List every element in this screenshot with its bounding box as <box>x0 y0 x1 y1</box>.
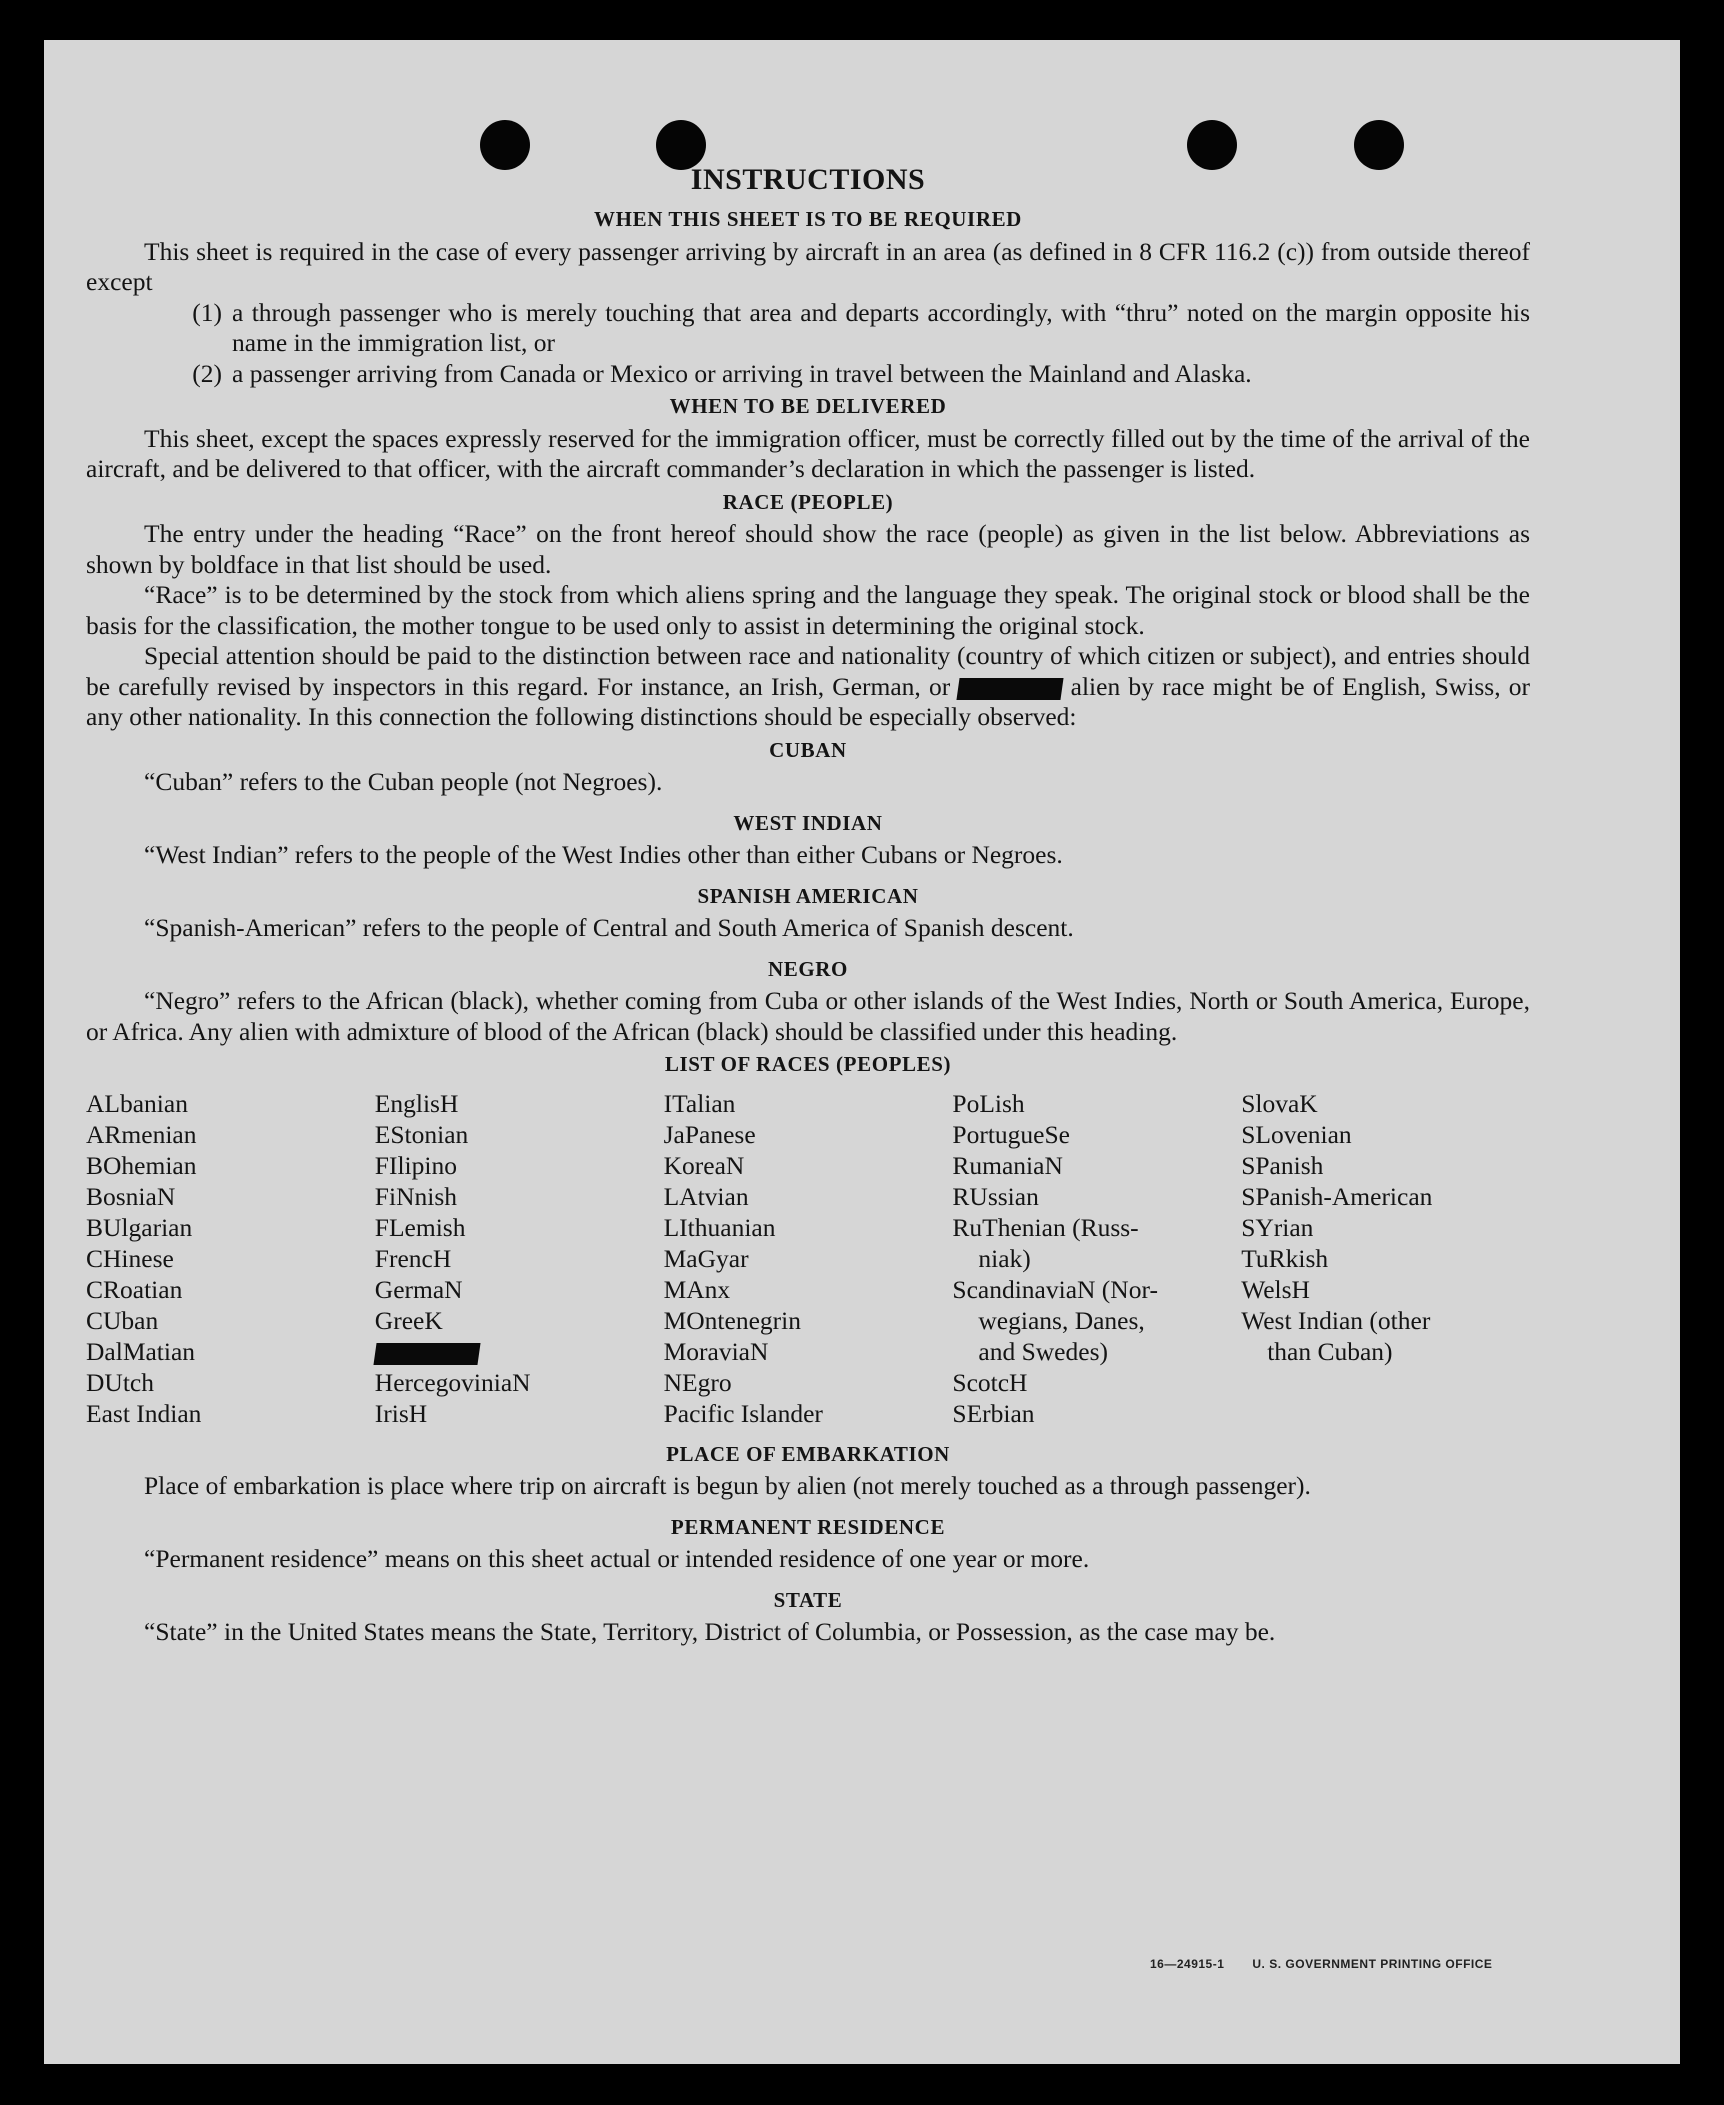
race-entry: CRoatian <box>86 1274 183 1304</box>
race-entry: RuThenian (Russ- <box>952 1212 1139 1242</box>
heading-race: RACE (PEOPLE) <box>722 489 894 514</box>
race-entry: BosniaN <box>86 1181 176 1211</box>
race-entry: MAnx <box>663 1274 731 1304</box>
race-entry: DUtch <box>86 1367 154 1397</box>
races-list <box>86 1088 1530 1429</box>
race-paragraph-1: The entry under the heading “Race” on the front hereof should show the race (people) as given in the list below. Abbreviations as shown by boldface in that list should be used. <box>86 519 1530 579</box>
redaction-mark <box>373 1343 480 1365</box>
race-entry: FiNnish <box>374 1181 457 1211</box>
race-entry: DalMatian <box>86 1336 196 1366</box>
race-entry: SLovenian <box>1241 1119 1352 1149</box>
exception-number: (1) <box>192 297 222 327</box>
permanent-residence-text: “Permanent residence” means on this sheet actual or intended residence of one year or more. <box>144 1544 1090 1573</box>
race-entry: BOhemian <box>86 1150 197 1180</box>
heading-list-of-races: LIST OF RACES (PEOPLES) <box>664 1052 952 1076</box>
instructions-body <box>86 162 1530 1648</box>
form-footer <box>1150 1957 1520 1971</box>
race-entry: EStonian <box>374 1119 469 1149</box>
race-entry: WelsH <box>1241 1274 1310 1304</box>
race-entry: ARmenian <box>86 1119 197 1149</box>
page-title: INSTRUCTIONS <box>690 163 926 196</box>
exception-item <box>86 359 1530 390</box>
race-entry: RUssian <box>952 1181 1039 1211</box>
race-entry: CHinese <box>86 1243 174 1273</box>
spanish-american-text: “Spanish-American” refers to the people of Central and South America of Spanish descent. <box>144 913 1074 942</box>
race-entry: GreeK <box>374 1305 443 1335</box>
race-entry: RumaniaN <box>952 1150 1063 1180</box>
race-entry: ScandinaviaN (Nor- <box>952 1274 1158 1304</box>
race-entry: BUlgarian <box>86 1212 193 1242</box>
race-entry-continued: than Cuban) <box>1267 1336 1393 1366</box>
printer-credit: U. S. GOVERNMENT PRINTING OFFICE <box>1252 1957 1493 1971</box>
cuban-text: “Cuban” refers to the Cuban people (not Negroes). <box>144 767 663 796</box>
race-entry: SPanish-American <box>1241 1181 1433 1211</box>
race-entry: SErbian <box>952 1398 1035 1428</box>
heading-when-required: WHEN THIS SHEET IS TO BE REQUIRED <box>594 207 1022 231</box>
race-entry: TuRkish <box>1241 1243 1329 1273</box>
exception-item <box>86 298 1530 359</box>
heading-permanent-residence: PERMANENT RESIDENCE <box>670 1514 946 1539</box>
race-entry: GermaN <box>374 1274 463 1304</box>
race-entry-continued: and Swedes) <box>978 1336 1108 1366</box>
race-entry: HercegoviniaN <box>374 1367 531 1397</box>
redaction-mark <box>957 678 1064 700</box>
heading-negro: NEGRO <box>767 956 848 981</box>
race-entry: KoreaN <box>663 1150 745 1180</box>
negro-text: “Negro” refers to the African (black), whether coming from Cuba or other islands of the West Indies, North or South America, Europe, or Africa. Any alien with admixture of blood of the African (black) should be classified under this heading. <box>86 986 1530 1046</box>
race-entry: LAtvian <box>663 1181 749 1211</box>
heading-spanish-american: SPANISH AMERICAN <box>697 883 919 908</box>
race-entry: SPanish <box>1241 1150 1324 1180</box>
heading-when-delivered: WHEN TO BE DELIVERED <box>669 394 947 418</box>
race-entry: MoraviaN <box>663 1336 769 1366</box>
race-entry-continued: niak) <box>978 1243 1031 1273</box>
races-column-5 <box>1241 1088 1530 1429</box>
races-column-1 <box>86 1088 375 1429</box>
exception-text: a through passenger who is merely touching that area and departs accordingly, with “thru” noted on the margin opposite his name in the immigration list, or <box>232 297 1530 357</box>
races-column-3 <box>664 1088 953 1429</box>
race-entry: MaGyar <box>663 1243 749 1273</box>
race-entry: ITalian <box>663 1088 736 1118</box>
race-paragraph-2: “Race” is to be determined by the stock from which aliens spring and the language they speak. The original stock or blood shall be the basis for the classification, the mother tongue to be used only to assist in determining the original stock. <box>86 580 1530 640</box>
race-entry: FLemish <box>374 1212 466 1242</box>
race-entry-redacted <box>375 1336 664 1367</box>
race-entry: SYrian <box>1241 1212 1314 1242</box>
race-entry: ALbanian <box>86 1088 188 1118</box>
races-column-2 <box>375 1088 664 1429</box>
race-entry: CUban <box>86 1305 159 1335</box>
race-entry: IrisH <box>374 1398 428 1428</box>
heading-embarkation: PLACE OF EMBARKATION <box>666 1441 950 1466</box>
race-entry: PortugueSe <box>952 1119 1070 1149</box>
race-paragraph-3-part-a: Special attention should be paid to the distinction between race and nationality (country of which citizen or subject), and entries should be carefully revised by inspectors in this regard. For instance, an Irish, German, or <box>86 641 1530 701</box>
race-entry: West Indian (other <box>1241 1305 1431 1335</box>
race-entry: East Indian <box>86 1398 202 1428</box>
heading-state: STATE <box>773 1587 843 1612</box>
when-delivered-text: This sheet, except the spaces expressly reserved for the immigration officer, must be correctly filled out by the time of the arrival of the aircraft, and be delivered to that officer, with the aircraft commander’s declaration in which the passenger is listed. <box>86 423 1530 483</box>
race-entry: LIthuanian <box>663 1212 776 1242</box>
embarkation-text: Place of embarkation is place where trip on aircraft is begun by alien (not merely touched as a through passenger). <box>144 1471 1311 1500</box>
race-entry: MOntenegrin <box>663 1305 801 1335</box>
race-entry: JaPanese <box>663 1119 756 1149</box>
race-entry: SlovaK <box>1241 1088 1318 1118</box>
race-paragraph-3 <box>86 641 1530 733</box>
form-number: 16—24915-1 <box>1150 1957 1225 1971</box>
race-entry: FIlipino <box>374 1150 457 1180</box>
heading-west-indian: WEST INDIAN <box>733 810 883 835</box>
exception-text: a passenger arriving from Canada or Mexico or arriving in travel between the Mainland and Alaska. <box>232 358 1252 388</box>
race-paragraph-3-part-b: alien by race might be of English, Swiss, or any other nationality. In this connection the following distinctions should be especially observed: <box>86 671 1531 731</box>
heading-cuban: CUBAN <box>769 737 847 762</box>
race-entry: Pacific Islander <box>663 1398 823 1428</box>
state-text: “State” in the United States means the State, Territory, District of Columbia, or Possession, as the case may be. <box>144 1617 1276 1646</box>
exception-number: (2) <box>192 358 222 388</box>
west-indian-text: “West Indian” refers to the people of the West Indies other than either Cubans or Negroes. <box>144 840 1063 869</box>
race-entry: EnglisH <box>374 1088 459 1118</box>
document-page <box>44 40 1680 2064</box>
race-entry: FrencH <box>374 1243 452 1273</box>
race-entry: ScotcH <box>952 1367 1028 1397</box>
race-entry: PoLish <box>952 1088 1025 1118</box>
race-entry-continued: wegians, Danes, <box>978 1305 1145 1335</box>
when-required-intro: This sheet is required in the case of every passenger arriving by aircraft in an area (as defined in 8 CFR 116.2 (c)) from outside thereof except <box>86 236 1530 296</box>
race-entry: NEgro <box>663 1367 732 1397</box>
races-column-4 <box>952 1088 1241 1429</box>
